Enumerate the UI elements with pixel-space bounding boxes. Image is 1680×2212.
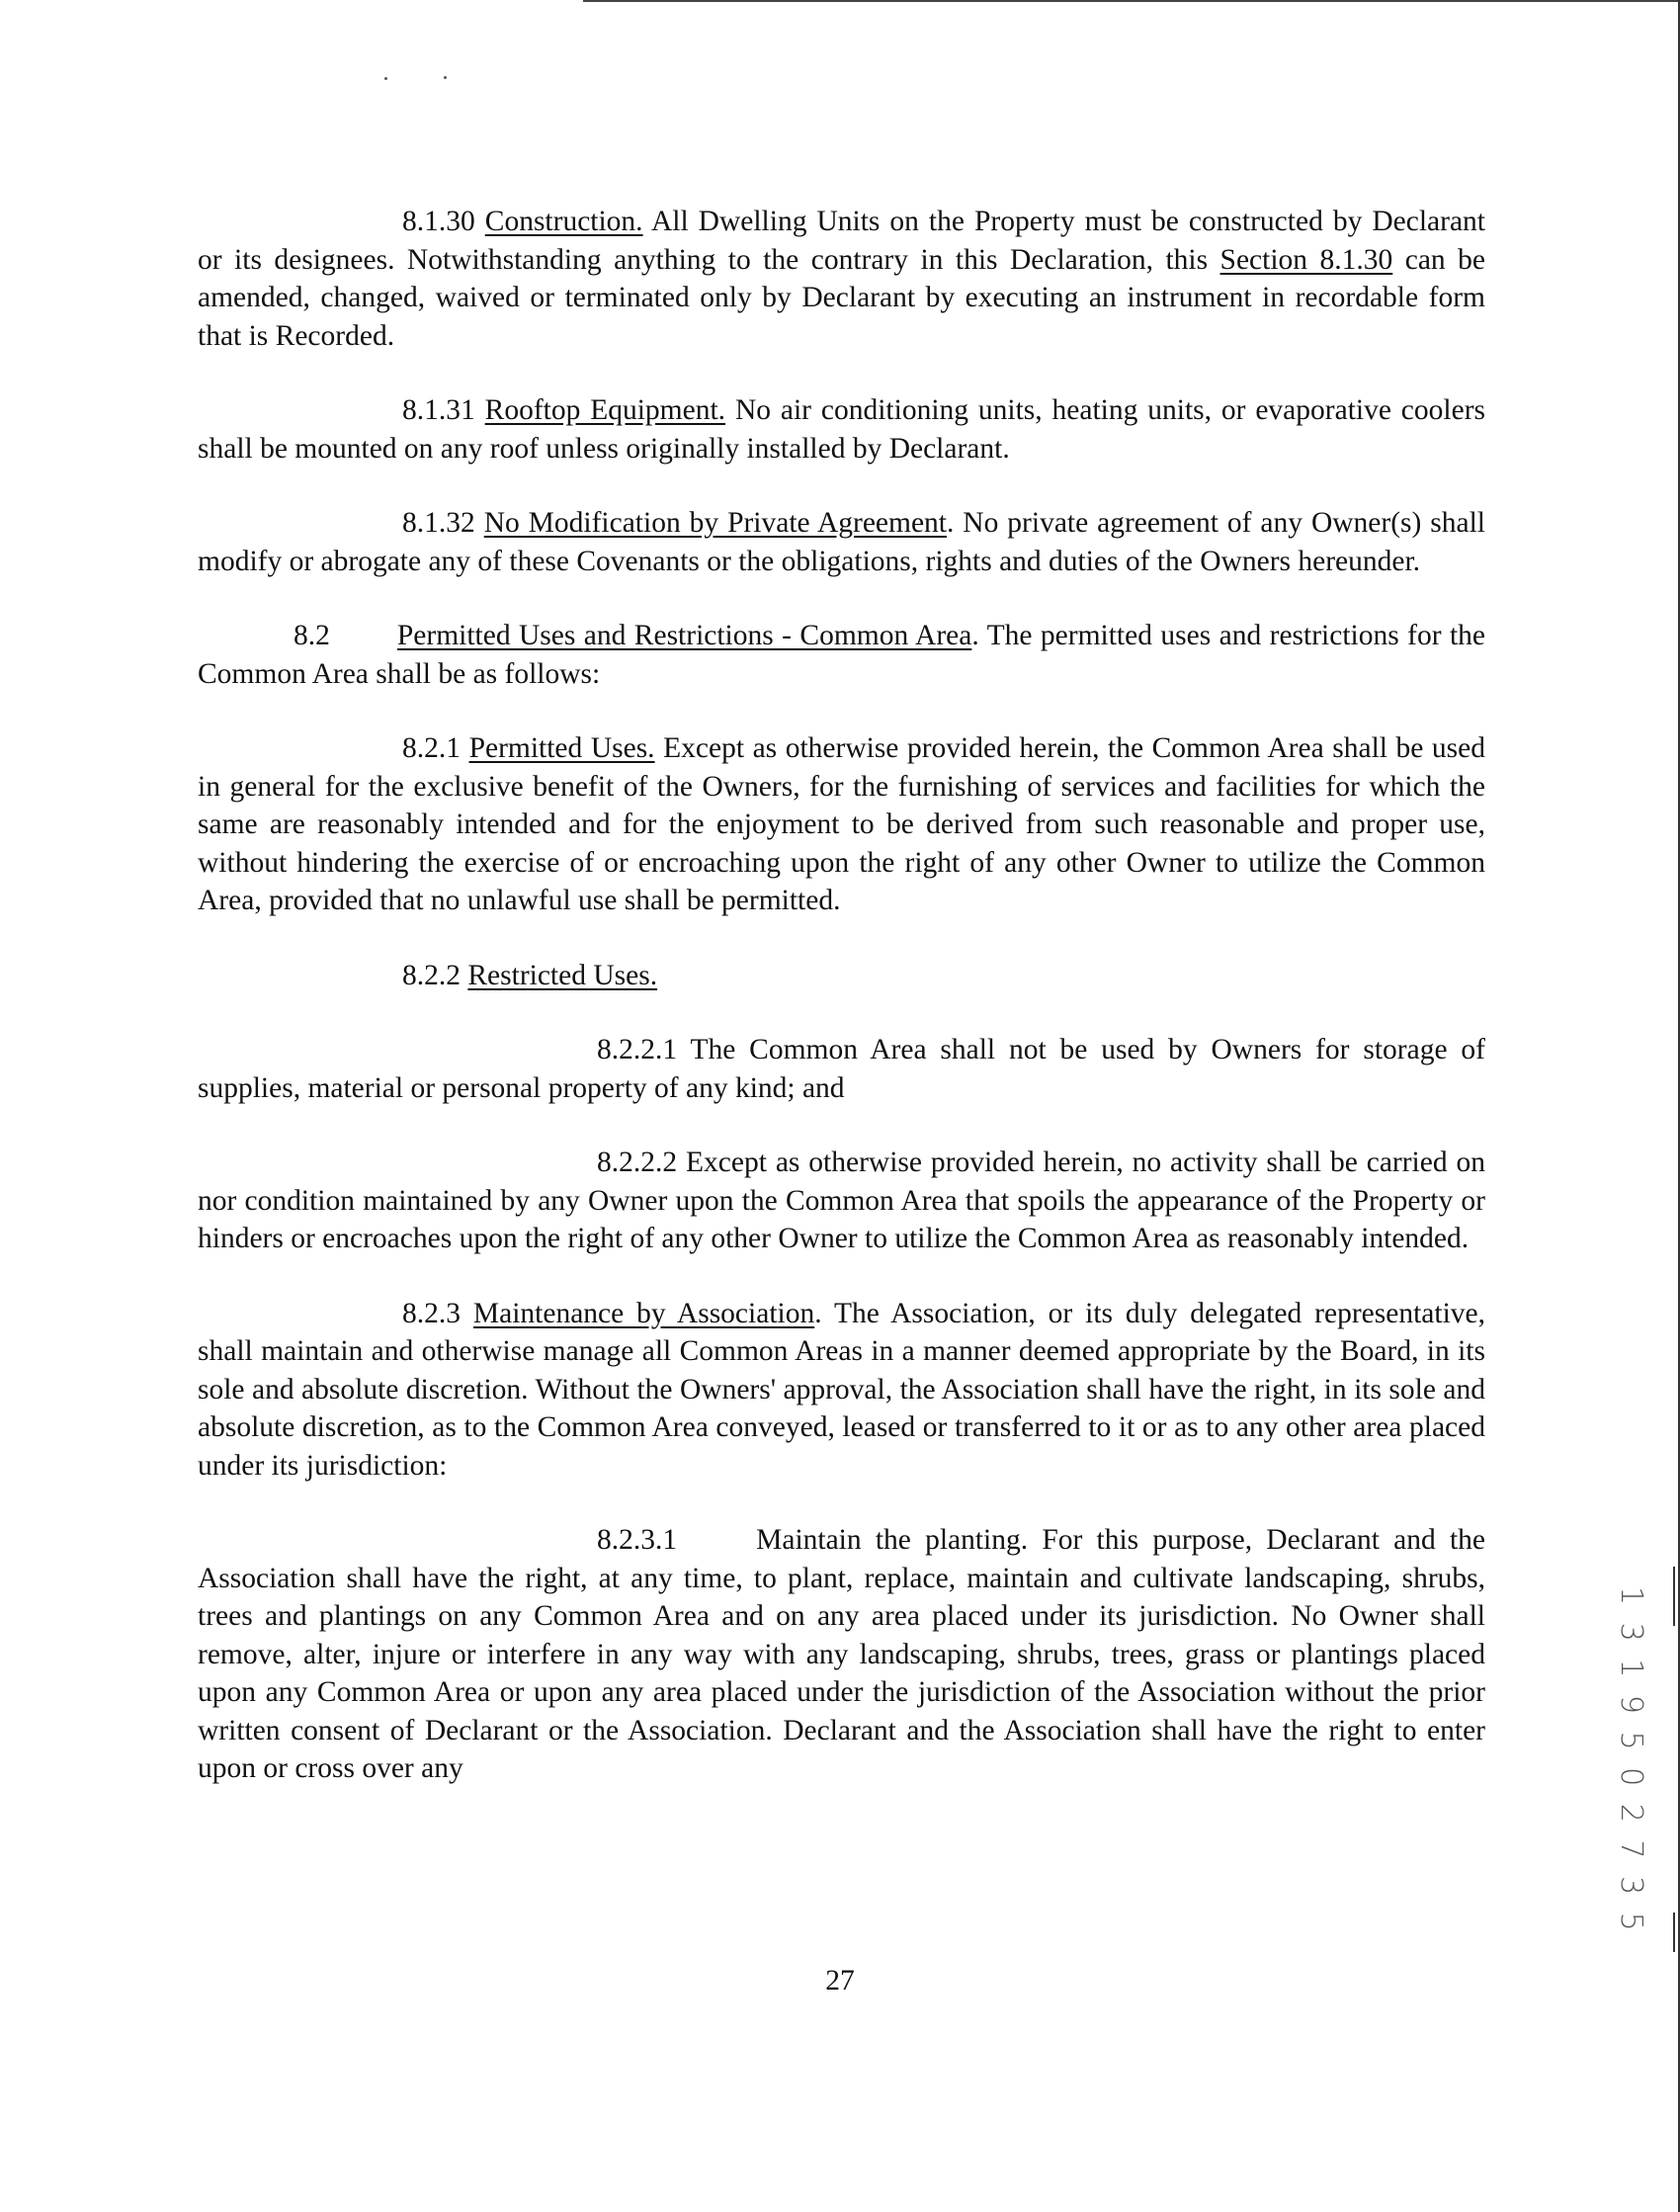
scan-edge-mark [1673, 1913, 1675, 1952]
paragraph-8-1-32 [198, 504, 1485, 580]
section-text: Maintain the planting. For this purpose, Declarant and the Association shall have the right, at any time, to plant, replace, maintain and cultivate landscaping, shrubs, trees and plantings on any Common Area and on any area placed under its jurisdiction. No Owner shall remove, alter, injure or interfere in any way with any landscaping, shrubs, trees, grass or plantings placed upon any Common Area or upon any area placed under the jurisdiction of the Association without the prior written consent of Declarant or the Association. Declarant and the Association shall have the right to enter upon or cross over any [198, 1524, 1485, 1784]
section-number: 8.2.2 [402, 959, 461, 991]
section-text: Except as otherwise provided herein, the Common Area shall be used in general for the exclusive benefit of the Owners, for the furnishing of services and facilities for which the same are reasonably intended and for the enjoyment to be derived from such reasonable and proper use, without hindering the exercise of or encroaching upon the right of any other Owner to utilize the Common Area, provided that no unlawful use shall be permitted. [198, 732, 1485, 916]
paragraph-8-2-3 [198, 1295, 1485, 1486]
section-number: 8.2.3.1 [597, 1524, 678, 1556]
paragraph-8-2-1 [198, 729, 1485, 920]
page-number: 27 [825, 1965, 855, 1997]
paragraph-8-2-2-2: 8.2.2.2 Except as otherwise provided herein, no activity shall be carried on nor condition maintained by any Owner upon the Common Area that spoils the appearance of the Property or hinders or encroaches upon the right of any other Owner to utilize the Common Area as reasonably intended. [198, 1147, 1485, 1254]
section-text: No air conditioning units, heating units, or evaporative coolers shall be mounted on any roof unless originally installed by Declarant. [198, 394, 1485, 465]
section-text: . The permitted uses and restrictions for the Common Area shall be as follows: [198, 620, 1485, 690]
section-heading: Permitted Uses and Restrictions - Common Area [396, 620, 972, 651]
recording-stamp: 1 3 1 9 5 0 2 7 3 5 [1614, 1586, 1648, 1935]
scan-top-border [583, 0, 1680, 2]
paragraph-8-1-30 [198, 203, 1485, 355]
section-text: All Dwelling Units on the Property must be constructed by Declarant or its designees. Notwithstanding anything to the contrary in this Declaration, this [198, 206, 1485, 276]
scan-speck [384, 77, 387, 80]
paragraph-8-1-31 [198, 391, 1485, 468]
section-heading: No Modification by Private Agreement [483, 507, 947, 539]
section-text: . No private agreement of any Owner(s) shall modify or abrogate any of these Covenants or the obligations, rights and duties of the Owners hereunder. [198, 507, 1486, 577]
section-text: can be amended, changed, waived or terminated only by Declarant by executing an instrument in recordable form that is Recorded. [198, 243, 1485, 352]
paragraph-8-2 [198, 617, 1485, 693]
scan-edge-mark [1673, 1567, 1675, 1626]
paragraph-8-2-2 [198, 957, 1485, 995]
paragraph-8-2-2-1: 8.2.2.1 The Common Area shall not be used by Owners for storage of supplies, material or personal property of any kind; and [198, 1034, 1485, 1104]
section-number: 8.2.3 [402, 1297, 461, 1329]
section-heading: Permitted Uses. [468, 732, 655, 764]
section-text: . The Association, or its duly delegated representative, shall maintain and otherwise manage all Common Areas in a manner deemed appropriate by the Board, in its sole and absolute discretion. Without the Owners' approval, the Association shall have the right, in its sole and absolute discretion, as to the Common Area conveyed, leased or transferred to it or as to any other area placed under its jurisdiction: [198, 1297, 1485, 1482]
section-heading: Construction. [484, 206, 643, 237]
paragraph-8-2-3-1 [198, 1521, 1485, 1788]
section-number: 8.1.31 [402, 394, 475, 426]
scan-speck [444, 76, 447, 79]
section-heading: Rooftop Equipment. [484, 394, 726, 426]
section-heading: Restricted Uses. [467, 959, 658, 991]
section-number: 8.2.1 [402, 732, 461, 764]
section-number: 8.1.30 [402, 206, 475, 237]
section-number: 8.2 [294, 620, 330, 651]
document-body [198, 203, 1485, 1825]
section-number: 8.1.32 [402, 507, 475, 539]
section-reference: Section 8.1.30 [1219, 243, 1393, 276]
section-heading: Maintenance by Association [472, 1297, 815, 1329]
